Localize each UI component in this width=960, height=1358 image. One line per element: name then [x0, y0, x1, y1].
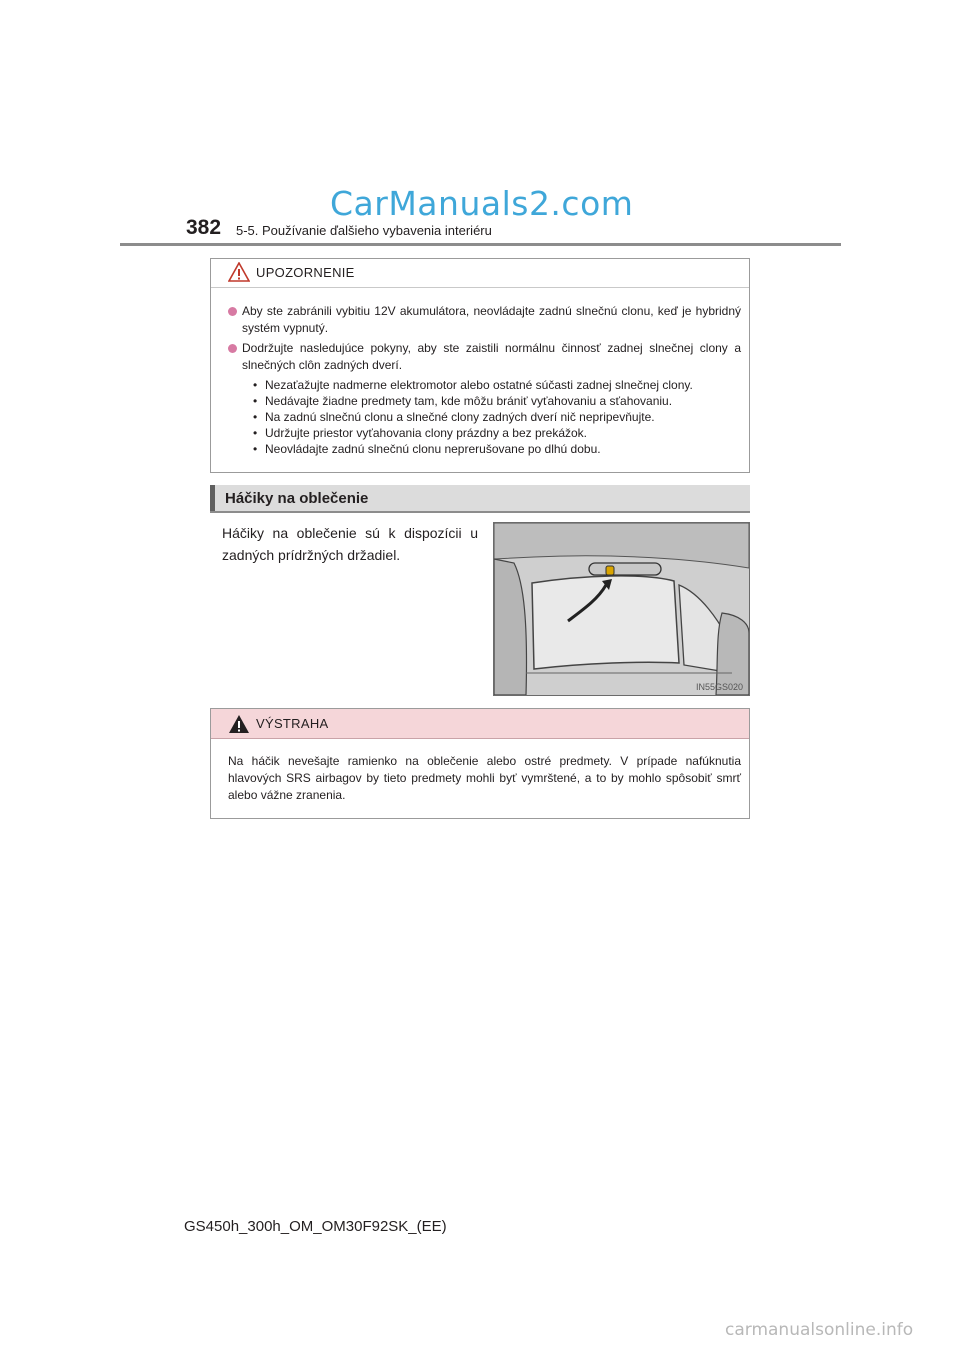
warning-header	[211, 709, 749, 739]
caution-sub-item: • Nezaťažujte nadmerne elektromotor alebo ostatné súčasti zadnej slnečnej clony.	[253, 378, 693, 392]
warning-text: Na háčik nevešajte ramienko na oblečenie alebo ostré predmety. V prípade nafúknutia hlavových SRS airbagov by tieto predmety mohli byť vymrštené, a to by mohlo spôsobiť smrť alebo vážne zranenia.	[228, 754, 741, 802]
section-title: 5-5. Používanie ďalšieho vybavenia interiéru	[236, 223, 492, 238]
bullet-dot-icon	[228, 344, 237, 353]
caution-triangle-icon	[228, 262, 250, 282]
figure-code: IN55GS020	[695, 682, 743, 692]
caution-sub-list	[253, 377, 741, 457]
header-rule	[120, 243, 841, 246]
body-paragraph: Háčiky na oblečenie sú k dispozícii u zadných prídržných držadiel.	[222, 525, 478, 563]
bullet-dot-icon	[228, 307, 237, 316]
caution-title: UPOZORNENIE	[256, 265, 355, 280]
section-heading	[210, 485, 750, 513]
warning-triangle-icon	[228, 714, 250, 734]
caution-bullet-text: Dodržujte nasledujúce pokyny, aby ste zaistili normálnu činnosť zadnej slnečnej clony a slnečných clôn zadných dverí.	[242, 341, 741, 372]
caution-divider	[211, 287, 749, 288]
caution-bullet	[228, 340, 741, 374]
caution-bullet-text: Aby ste zabránili vybitiu 12V akumulátora, neovládajte zadnú slnečnú clonu, keď je hybridný systém vypnutý.	[242, 304, 741, 335]
caution-sub-item: • Na zadnú slnečnú clonu a slnečné clony zadných dverí nič nepripevňujte.	[253, 410, 655, 424]
footer-code: GS450h_300h_OM_OM30F92SK_(EE)	[184, 1218, 447, 1235]
interior-illustration	[493, 522, 750, 696]
car-interior-drawing	[494, 523, 749, 695]
heading-accent	[210, 485, 215, 511]
caution-box	[210, 258, 750, 473]
section-heading-text: Háčiky na oblečenie	[225, 490, 369, 507]
warning-box	[210, 708, 750, 819]
caution-sub-item: • Neovládajte zadnú slnečnú clonu neprerušovane po dlhú dobu.	[253, 442, 601, 456]
caution-sub-item: • Udržujte priestor vyťahovania clony prázdny a bez prekážok.	[253, 426, 587, 440]
warning-title: VÝSTRAHA	[256, 716, 329, 731]
caution-bullet	[228, 303, 741, 337]
caution-sub-item: • Nedávajte žiadne predmety tam, kde môžu brániť vyťahovaniu a sťahovaniu.	[253, 394, 673, 408]
watermark-top: CarManuals2.com	[330, 184, 634, 223]
caution-header	[211, 259, 749, 287]
watermark-bottom: carmanualsonline.info	[725, 1320, 914, 1340]
page-number: 382	[186, 216, 222, 239]
